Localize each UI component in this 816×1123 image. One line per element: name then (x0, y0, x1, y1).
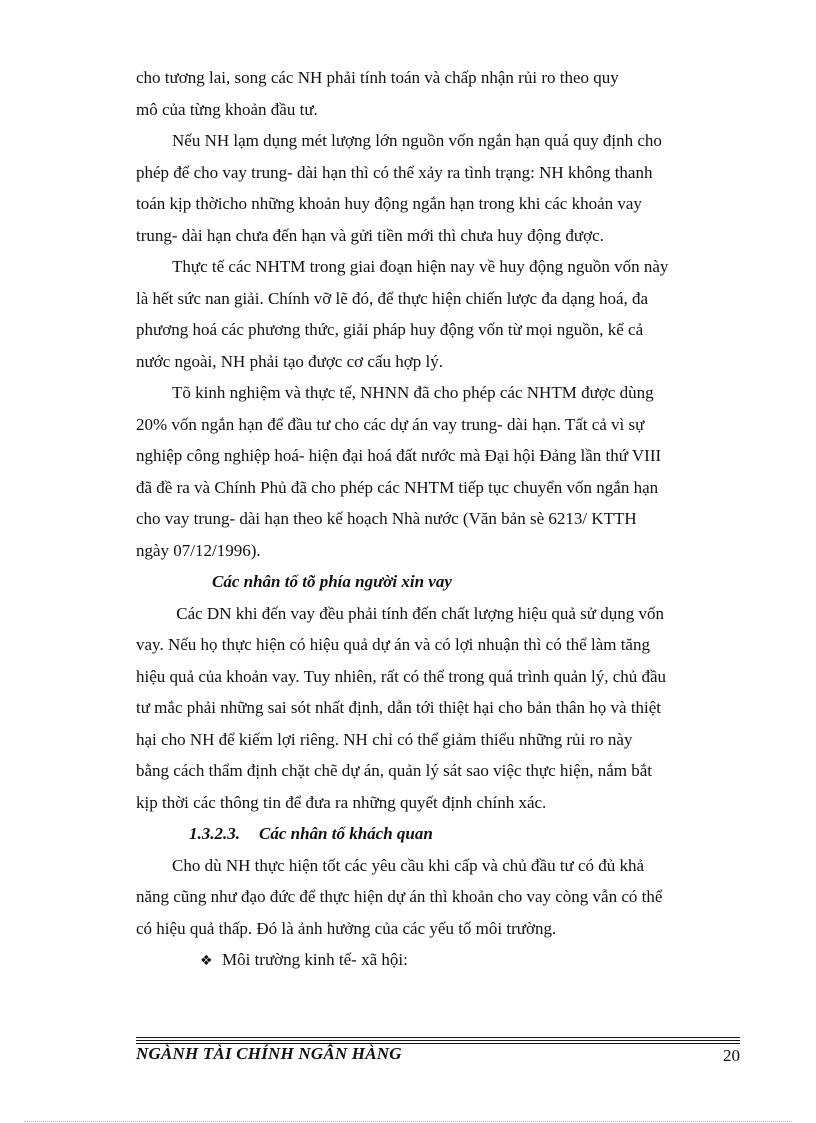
text-line: vay. Nếu họ thực hiện có hiệu quả dự án và có lợi nhuận thì có thể làm tăng (136, 635, 650, 654)
text-line: nghiệp công nghiệp hoá- hiện đại hoá đất nước mà Đại hội Đảng lần thứ VIII (136, 446, 662, 465)
text-line: kịp thời các thông tin để đưa ra những quyết định chính xác. (136, 792, 547, 812)
diamond-bullet-icon: ❖ (200, 953, 213, 969)
text-line: phương hoá các phương thức, giải pháp huy động vốn từ mọi nguồn, kể cả (136, 320, 644, 339)
text-line: Nếu NH lạm dụng mét lượng lớn nguồn vốn ngắn hạn quá quy định cho (172, 131, 662, 150)
text-line: Thực tế các NHTM trong giai đoạn hiện nay về huy động nguồn vốn này (172, 257, 669, 276)
text-line: phép để cho vay trung- dài hạn thì có thể xảy ra tình trạng: NH không thanh (136, 162, 653, 182)
section-heading-objective-factors (136, 818, 740, 850)
document-body (136, 62, 740, 978)
text-line: mô của từng khoản đầu tư. (136, 99, 318, 119)
text-line: Các DN khi đến vay đều phải tính đến chất lượng hiệu quả sử dụng vốn (172, 603, 664, 623)
text-line: năng cũng như đạo đức để thực hiện dự án thì khoản cho vay còng vẫn có thể (136, 887, 663, 906)
text-line: cho vay trung- dài hạn theo kế hoạch Nhà nước (Văn bản sè 6213/ KTTH (136, 509, 637, 528)
text-line: cho tương lai, song các NH phải tính toán và chấp nhận rủi ro theo quy (136, 68, 619, 87)
text-line: bằng cách thẩm định chặt chẽ dự án, quản lý sát sao việc thực hiện, nắm bắt (136, 761, 652, 780)
text-line: tư mắc phải những sai sót nhất định, dẫn tới thiệt hại cho bản thân họ và thiệt (136, 698, 662, 717)
paragraph-4 (136, 377, 740, 566)
bullet-item (136, 944, 740, 978)
section-title: Các nhân tố khách quan (259, 824, 433, 843)
text-line: trung- dài hạn chưa đến hạn và gửi tiền mới thì chưa huy động được. (136, 225, 604, 245)
text-line: hiệu quả của khoản vay. Tuy nhiên, rất có thể trong quá trình quản lý, chủ đầu (136, 666, 667, 686)
text-line: đã đề ra và Chính Phủ đã cho phép các NHTM tiếp tục chuyển vốn ngắn hạn (136, 477, 659, 497)
text-line: 20% vốn ngắn hạn để đầu tư cho các dự án vay trung- dài hạn. Tất cả vì sự (136, 414, 645, 434)
paragraph-5 (136, 598, 740, 819)
paragraph-1 (136, 62, 740, 125)
text-line: nước ngoài, NH phải tạo được cơ cấu hợp lý. (136, 351, 443, 371)
section-heading-borrower-factors: Các nhân tố tõ phía người xin vay (212, 572, 452, 591)
paragraph-2 (136, 125, 740, 251)
text-line: có hiệu quả thấp. Đó là ảnh hưởng của các yếu tố môi trường. (136, 918, 557, 938)
page-bottom-border (24, 1121, 792, 1122)
paragraph-3 (136, 251, 740, 377)
text-line: ngày 07/12/1996). (136, 540, 261, 560)
text-line: là hết sức nan giải. Chính vỡ lẽ đó, để thực hiện chiến lược đa dạng hoá, đa (136, 288, 649, 308)
text-line: toán kịp thờicho những khoản huy động ngắn hạn trong khi các khoản vay (136, 194, 642, 213)
paragraph-6 (136, 850, 740, 945)
footer-title: NGÀNH TÀI CHÍNH NGÂN HÀNG (136, 1044, 402, 1063)
text-line: Tõ kinh nghiệm và thực tế, NHNN đã cho phép các NHTM được dùng (172, 383, 654, 402)
text-line: hại cho NH để kiếm lợi riêng. NH chỉ có thể giảm thiểu những rủi ro này (136, 729, 633, 749)
footer-rule-top (136, 1037, 740, 1038)
page-number: 20 (723, 1046, 740, 1065)
footer-rule-middle (136, 1040, 740, 1041)
text-line: Cho dù NH thực hiện tốt các yêu cầu khi cấp và chủ đầu tư có đủ khả (172, 855, 645, 875)
bullet-text: Môi trường kinh tế- xã hội: (222, 950, 408, 969)
section-number: 1.3.2.3. (189, 824, 240, 843)
